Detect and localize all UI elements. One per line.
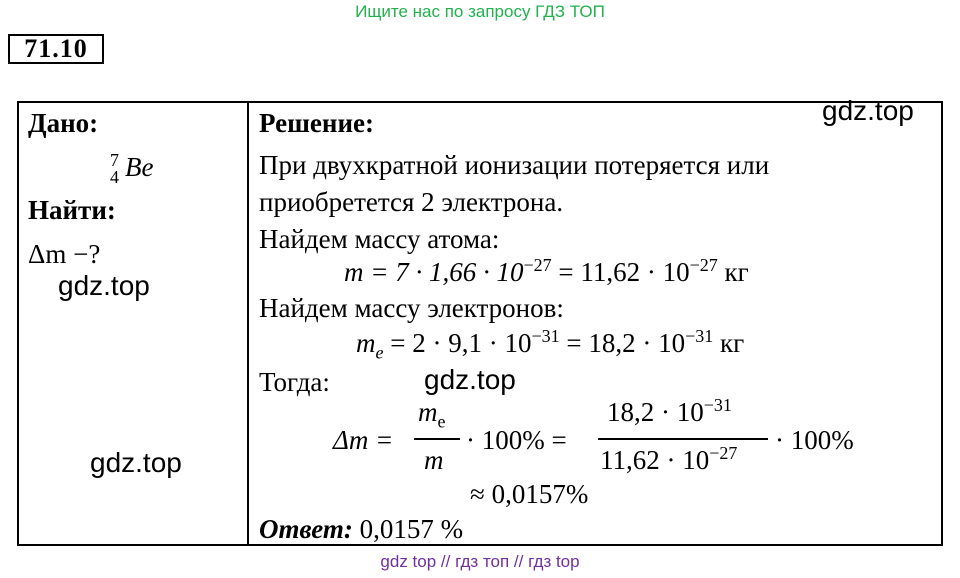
eq-atom-mid: = 11,62 · 10 [551,257,690,287]
eq-atom-exp-1: −27 [523,255,552,275]
frac1-num-text: m [418,397,438,427]
answer-label: Ответ: [259,514,353,544]
frac1-denominator: m [424,445,444,475]
frac2-num-text: 18,2 · 10 [607,397,704,427]
mass-number: 7 [110,150,119,170]
frac2-den-text: 11,62 · 10 [600,445,710,475]
element-symbol: Be [125,152,154,182]
solution-line-1: При двухкратной ионизации потеряется или [259,150,770,180]
watermark-4: gdz.top [90,447,182,478]
table-divider [247,101,249,546]
approx-result: ≈ 0,0157% [470,479,589,509]
top-banner: Ищите нас по запросу ГДЗ ТОП [355,2,605,21]
eq-el-rest: = 2 · 9,1 · 10 [383,328,532,358]
eq-atom-unit: кг [717,257,749,287]
frac2-den-exp: −27 [709,443,738,463]
atomic-number: 4 [110,167,119,187]
eq-atom-exp-2: −27 [689,255,718,275]
solution-line-3: Найдем массу атома: [259,224,500,254]
find-heading: Найти: [28,195,116,225]
eq-atom-lhs: m = 7 · 1,66 · 10 [344,257,524,287]
solution-heading: Решение: [259,108,374,138]
watermark-1: gdz.top [822,95,914,126]
frac2-denominator [600,444,737,476]
frac1-num-sub: e [437,411,446,432]
eq-ratio-times-1: · 100% = [466,425,567,455]
eq-ratio-lhs: Δm = [333,425,394,455]
frac2-numerator [607,396,732,428]
find-item: Δm −? [28,239,101,269]
eq-el-lhs: m [356,328,376,358]
problem-number: 71.10 [8,34,104,64]
answer-value: 0,0157 % [352,514,464,544]
eq-el-exp-1: −31 [531,326,560,346]
watermark-2: gdz.top [58,270,150,301]
eq-el-mid: = 18,2 · 10 [559,328,686,358]
eq-el-unit: кг [713,328,745,358]
answer-line [259,513,463,545]
eq-el-sub: e [375,342,384,363]
solution-line-5: Тогда: [259,367,330,397]
isotope-notation [108,150,168,190]
equation-atom-mass [344,256,749,288]
equation-electron-mass [356,326,745,363]
eq-el-exp-2: −31 [685,326,714,346]
watermark-3: gdz.top [424,364,516,395]
solution-line-2: приобретется 2 электрона. [259,187,564,217]
frac2-num-exp: −31 [703,395,732,415]
footer-links: gdz top // гдз топ // гдз top [380,552,580,571]
given-heading: Дано: [28,108,99,138]
eq-ratio-times-2: · 100% [775,425,854,455]
solution-line-4: Найдем массу электронов: [259,293,564,323]
frac1-numerator [418,396,446,432]
